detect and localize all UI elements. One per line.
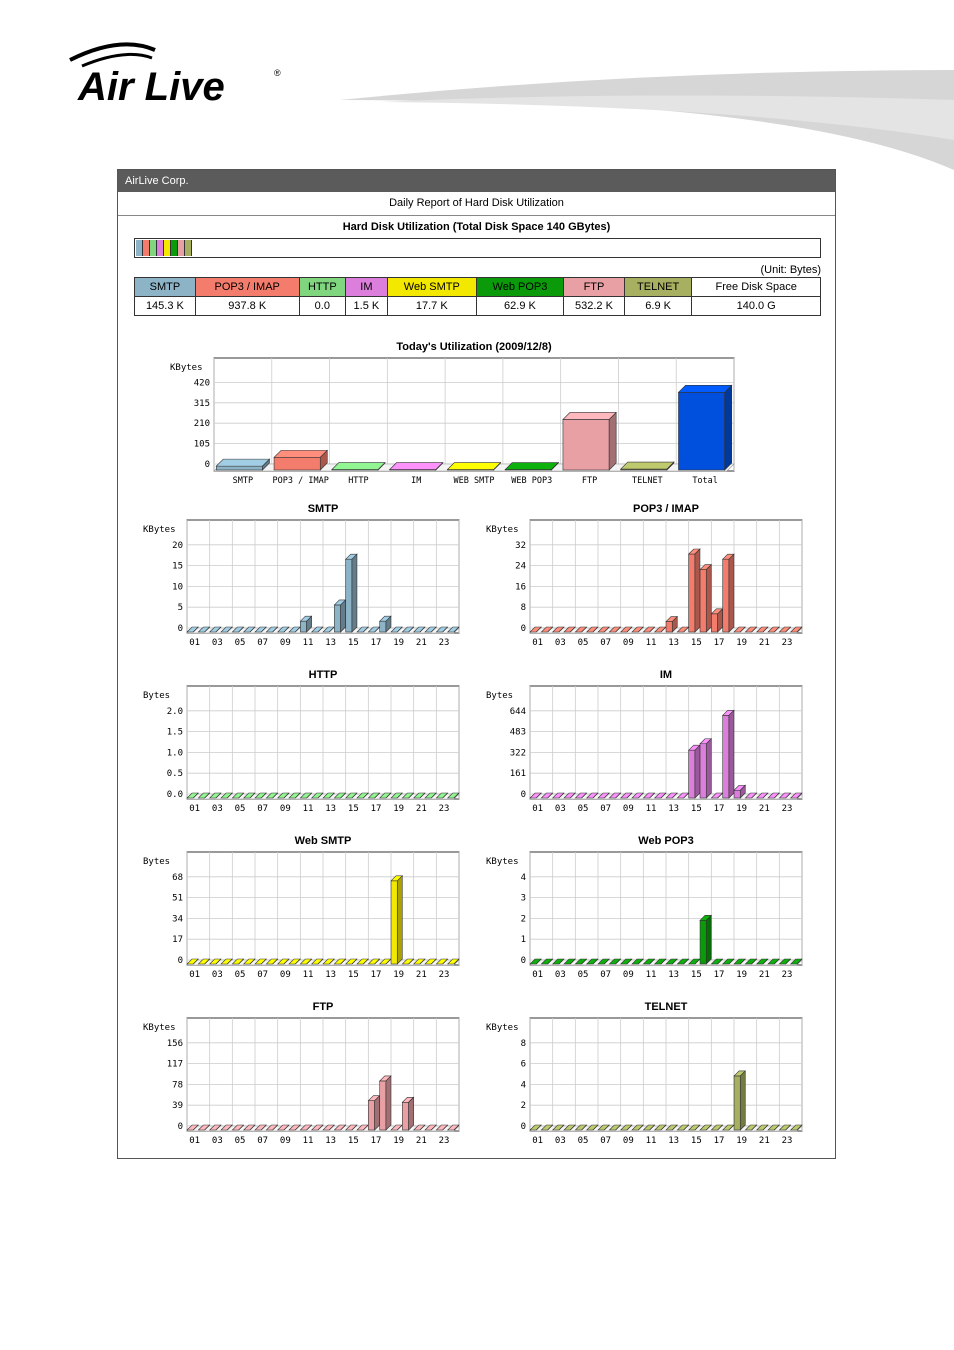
summary-value-1: 937.8 K [195,297,299,316]
chart-ylabel-8: KBytes [486,1023,519,1033]
x-tick-3-0: 01 [189,804,201,814]
x-tick-4-0: 01 [532,804,544,814]
airlive-logo [60,40,300,110]
x-tick-7-2: 05 [234,1136,246,1146]
x-tick-6-2: 05 [577,970,589,980]
y-tick-3-1: 0.5 [166,769,183,780]
utilization-title: Hard Disk Utilization (Total Disk Space 140 GBytes) [342,221,611,233]
y-tick-0-3: 315 [193,398,210,409]
x-tick-2-4: 09 [622,638,634,648]
x-tick-6-0: 01 [532,970,544,980]
x-tick-2-9: 19 [736,638,748,648]
x-tick-2-10: 21 [758,638,770,648]
chart-ylabel-0: KBytes [170,363,203,373]
summary-value-4: 17.7 K [387,297,476,316]
y-tick-0-4: 420 [193,378,210,389]
x-tick-7-1: 03 [211,1136,223,1146]
bar-0-0 [216,459,269,470]
x-tick-2-11: 23 [781,638,793,648]
x-tick-7-0: 01 [189,1136,201,1146]
x-tick-0-4: WEB SMTP [453,476,495,486]
x-tick-7-3: 07 [257,1136,269,1146]
summary-label-5: Web POP3 [476,278,563,297]
bar-7-19 [402,1097,413,1130]
y-tick-7-0: 0 [177,1122,183,1132]
chart-5 [143,835,459,980]
chart-title-2: POP3 / IMAP [632,503,700,515]
y-tick-2-0: 0 [520,624,526,634]
x-tick-5-7: 15 [347,970,359,980]
x-tick-8-11: 23 [781,1136,793,1146]
x-tick-7-4: 09 [279,1136,291,1146]
y-tick-4-3: 483 [509,727,526,738]
x-tick-7-10: 21 [415,1136,427,1146]
bar-2-16 [711,609,722,632]
bar-0-4 [447,463,500,470]
x-tick-7-7: 15 [347,1136,359,1146]
y-tick-6-0: 0 [520,956,526,966]
y-tick-4-0: 0 [520,790,526,800]
bar-4-15 [700,739,711,798]
bar-0-7 [621,462,674,470]
x-tick-1-8: 17 [370,638,382,648]
chart-1 [143,503,459,648]
chart-ylabel-4: Bytes [486,691,514,701]
bar-2-15 [700,565,711,632]
x-tick-2-7: 15 [690,638,702,648]
summary-value-6: 532.2 K [564,297,625,316]
x-tick-0-6: FTP [581,476,598,486]
y-tick-8-2: 4 [520,1080,526,1091]
chart-title-3: HTTP [308,669,338,681]
x-tick-2-5: 11 [645,638,657,648]
x-tick-6-6: 13 [668,970,680,980]
y-tick-5-4: 68 [172,872,183,883]
x-tick-1-2: 05 [234,638,246,648]
bar-1-13 [334,600,345,632]
y-tick-2-4: 32 [515,540,526,551]
chart-title-7: FTP [312,1001,334,1013]
x-tick-6-5: 11 [645,970,657,980]
x-tick-8-6: 13 [668,1136,680,1146]
x-tick-7-6: 13 [325,1136,337,1146]
x-tick-5-6: 13 [325,970,337,980]
x-tick-0-8: Total [692,476,718,486]
summary-value-8: 140.0 G [692,297,821,316]
x-tick-5-10: 21 [415,970,427,980]
x-tick-6-9: 19 [736,970,748,980]
y-tick-4-1: 161 [509,769,526,780]
x-tick-3-4: 09 [279,804,291,814]
bar-1-14 [346,554,357,632]
y-tick-2-1: 8 [520,603,526,614]
chart-7 [143,1001,459,1146]
x-tick-8-7: 15 [690,1136,702,1146]
y-tick-6-1: 1 [520,935,526,946]
x-tick-2-2: 05 [577,638,589,648]
unit-note: (Unit: Bytes) [760,264,821,276]
x-tick-7-11: 23 [438,1136,450,1146]
x-tick-8-8: 17 [713,1136,725,1146]
x-tick-4-11: 23 [781,804,793,814]
x-tick-6-11: 23 [781,970,793,980]
x-tick-1-11: 23 [438,638,450,648]
chart-3 [143,669,459,814]
bar-0-6 [563,412,616,470]
x-tick-4-10: 21 [758,804,770,814]
chart-title-6: Web POP3 [638,835,694,847]
y-tick-5-0: 0 [177,956,183,966]
x-tick-0-0: SMTP [232,476,254,486]
x-tick-3-8: 17 [370,804,382,814]
x-tick-5-4: 09 [279,970,291,980]
bar-8-18 [734,1071,745,1130]
x-tick-3-10: 21 [415,804,427,814]
x-tick-1-0: 01 [189,638,201,648]
summary-label-6: FTP [564,278,625,297]
summary-label-8: Free Disk Space [692,278,821,297]
x-tick-8-10: 21 [758,1136,770,1146]
x-tick-4-9: 19 [736,804,748,814]
y-tick-1-4: 20 [172,540,183,551]
x-tick-1-5: 11 [302,638,314,648]
x-tick-5-3: 07 [257,970,269,980]
x-tick-4-8: 17 [713,804,725,814]
chart-0 [170,341,734,486]
logo-text: Air Live [78,65,225,109]
x-tick-0-1: POP3 / IMAP [272,476,329,486]
chart-title-4: IM [659,669,673,681]
x-tick-2-1: 03 [554,638,566,648]
y-tick-8-0: 0 [520,1122,526,1132]
x-tick-0-3: IM [411,476,422,486]
y-tick-2-2: 16 [515,582,526,593]
bar-0-5 [505,463,558,470]
chart-title-0: Today's Utilization (2009/12/8) [396,341,552,353]
x-tick-3-9: 19 [393,804,405,814]
x-tick-3-1: 03 [211,804,223,814]
x-tick-5-9: 19 [393,970,405,980]
bar-2-14 [689,549,700,632]
x-tick-5-11: 23 [438,970,450,980]
y-tick-4-2: 322 [509,748,526,759]
summary-label-2: HTTP [299,278,345,297]
x-tick-1-4: 09 [279,638,291,648]
summary-label-4: Web SMTP [387,278,476,297]
y-tick-3-2: 1.0 [166,748,183,759]
x-tick-8-4: 09 [622,1136,634,1146]
x-tick-2-6: 13 [668,638,680,648]
bar-0-1 [274,450,327,470]
x-tick-0-5: WEB POP3 [511,476,553,486]
y-tick-1-1: 5 [177,603,183,614]
y-tick-7-3: 117 [166,1059,183,1070]
bar-7-17 [380,1076,391,1130]
bar-4-14 [689,745,700,798]
x-tick-6-8: 17 [713,970,725,980]
x-tick-1-1: 03 [211,638,223,648]
report-title: Daily Report of Hard Disk Utilization [118,192,835,216]
bar-0-8 [679,385,732,470]
chart-ylabel-7: KBytes [143,1023,176,1033]
y-tick-5-1: 17 [172,935,183,946]
chart-title-5: Web SMTP [294,835,352,847]
charts-area [118,170,835,1158]
x-tick-8-5: 11 [645,1136,657,1146]
summary-label-3: IM [346,278,388,297]
y-tick-8-1: 2 [520,1101,526,1112]
header-swoosh-graphic [340,60,954,180]
x-tick-8-0: 01 [532,1136,544,1146]
x-tick-4-4: 09 [622,804,634,814]
y-tick-6-2: 2 [520,914,526,925]
y-tick-6-4: 4 [520,872,526,883]
chart-4 [486,669,802,814]
chart-ylabel-6: KBytes [486,857,519,867]
x-tick-4-7: 15 [690,804,702,814]
y-tick-1-3: 15 [172,561,183,572]
chart-ylabel-2: KBytes [486,525,519,535]
summary-value-3: 1.5 K [346,297,388,316]
x-tick-3-7: 15 [347,804,359,814]
bar-2-17 [723,554,734,632]
x-tick-5-2: 05 [234,970,246,980]
x-tick-1-9: 19 [393,638,405,648]
x-tick-6-4: 09 [622,970,634,980]
bar-7-16 [368,1096,379,1130]
chart-title-1: SMTP [307,503,339,515]
svg-text:®: ® [274,68,281,78]
y-tick-8-3: 6 [520,1059,526,1070]
bar-6-15 [700,915,711,964]
y-tick-3-0: 0.0 [166,790,183,800]
x-tick-6-7: 15 [690,970,702,980]
x-tick-4-2: 05 [577,804,589,814]
y-tick-7-2: 78 [172,1080,183,1091]
x-tick-8-3: 07 [600,1136,612,1146]
summary-value-0: 145.3 K [135,297,196,316]
chart-ylabel-5: Bytes [143,857,171,867]
x-tick-7-9: 19 [393,1136,405,1146]
y-tick-7-4: 156 [166,1038,183,1049]
report-panel [117,169,836,1159]
x-tick-3-11: 23 [438,804,450,814]
x-tick-6-10: 21 [758,970,770,980]
x-tick-8-2: 05 [577,1136,589,1146]
summary-value-7: 6.9 K [624,297,691,316]
summary-label-0: SMTP [135,278,196,297]
x-tick-7-5: 11 [302,1136,314,1146]
y-tick-5-2: 34 [172,914,183,925]
y-tick-0-0: 0 [204,460,210,470]
bar-0-2 [332,463,385,470]
x-tick-2-3: 07 [600,638,612,648]
x-tick-4-6: 13 [668,804,680,814]
x-tick-0-7: TELNET [631,476,663,486]
y-tick-0-1: 105 [193,439,210,450]
x-tick-8-9: 19 [736,1136,748,1146]
y-tick-2-3: 24 [515,561,526,572]
x-tick-5-0: 01 [189,970,201,980]
x-tick-2-0: 01 [532,638,544,648]
x-tick-8-1: 03 [554,1136,566,1146]
y-tick-7-1: 39 [172,1101,183,1112]
chart-ylabel-3: Bytes [143,691,171,701]
chart-8 [486,1001,802,1146]
x-tick-5-8: 17 [370,970,382,980]
x-tick-4-3: 07 [600,804,612,814]
y-tick-8-4: 8 [520,1038,526,1049]
x-tick-3-3: 07 [257,804,269,814]
y-tick-6-3: 3 [520,893,526,904]
chart-2 [486,503,802,648]
y-tick-3-3: 1.5 [166,727,183,738]
x-tick-7-8: 17 [370,1136,382,1146]
x-tick-1-7: 15 [347,638,359,648]
panel-header: AirLive Corp. [118,170,835,192]
summary-label-1: POP3 / IMAP [195,278,299,297]
x-tick-2-8: 17 [713,638,725,648]
x-tick-3-2: 05 [234,804,246,814]
x-tick-5-1: 03 [211,970,223,980]
y-tick-0-2: 210 [193,419,210,430]
y-tick-5-3: 51 [172,893,183,904]
x-tick-0-2: HTTP [348,476,369,486]
x-tick-3-5: 11 [302,804,314,814]
x-tick-1-3: 07 [257,638,269,648]
y-tick-4-4: 644 [509,706,526,717]
x-tick-6-3: 07 [600,970,612,980]
chart-ylabel-1: KBytes [143,525,176,535]
x-tick-5-5: 11 [302,970,314,980]
chart-6 [486,835,802,980]
x-tick-3-6: 13 [325,804,337,814]
x-tick-6-1: 03 [554,970,566,980]
chart-title-8: TELNET [644,1001,688,1013]
y-tick-1-2: 10 [172,582,183,593]
bar-5-18 [391,876,402,964]
y-tick-1-0: 0 [177,624,183,634]
x-tick-4-5: 11 [645,804,657,814]
x-tick-4-1: 03 [554,804,566,814]
y-tick-3-4: 2.0 [166,706,183,717]
summary-value-2: 0.0 [299,297,345,316]
summary-value-5: 62.9 K [476,297,563,316]
x-tick-1-10: 21 [415,638,427,648]
x-tick-1-6: 13 [325,638,337,648]
summary-label-7: TELNET [624,278,691,297]
bar-4-17 [723,710,734,798]
bar-0-3 [390,463,443,470]
